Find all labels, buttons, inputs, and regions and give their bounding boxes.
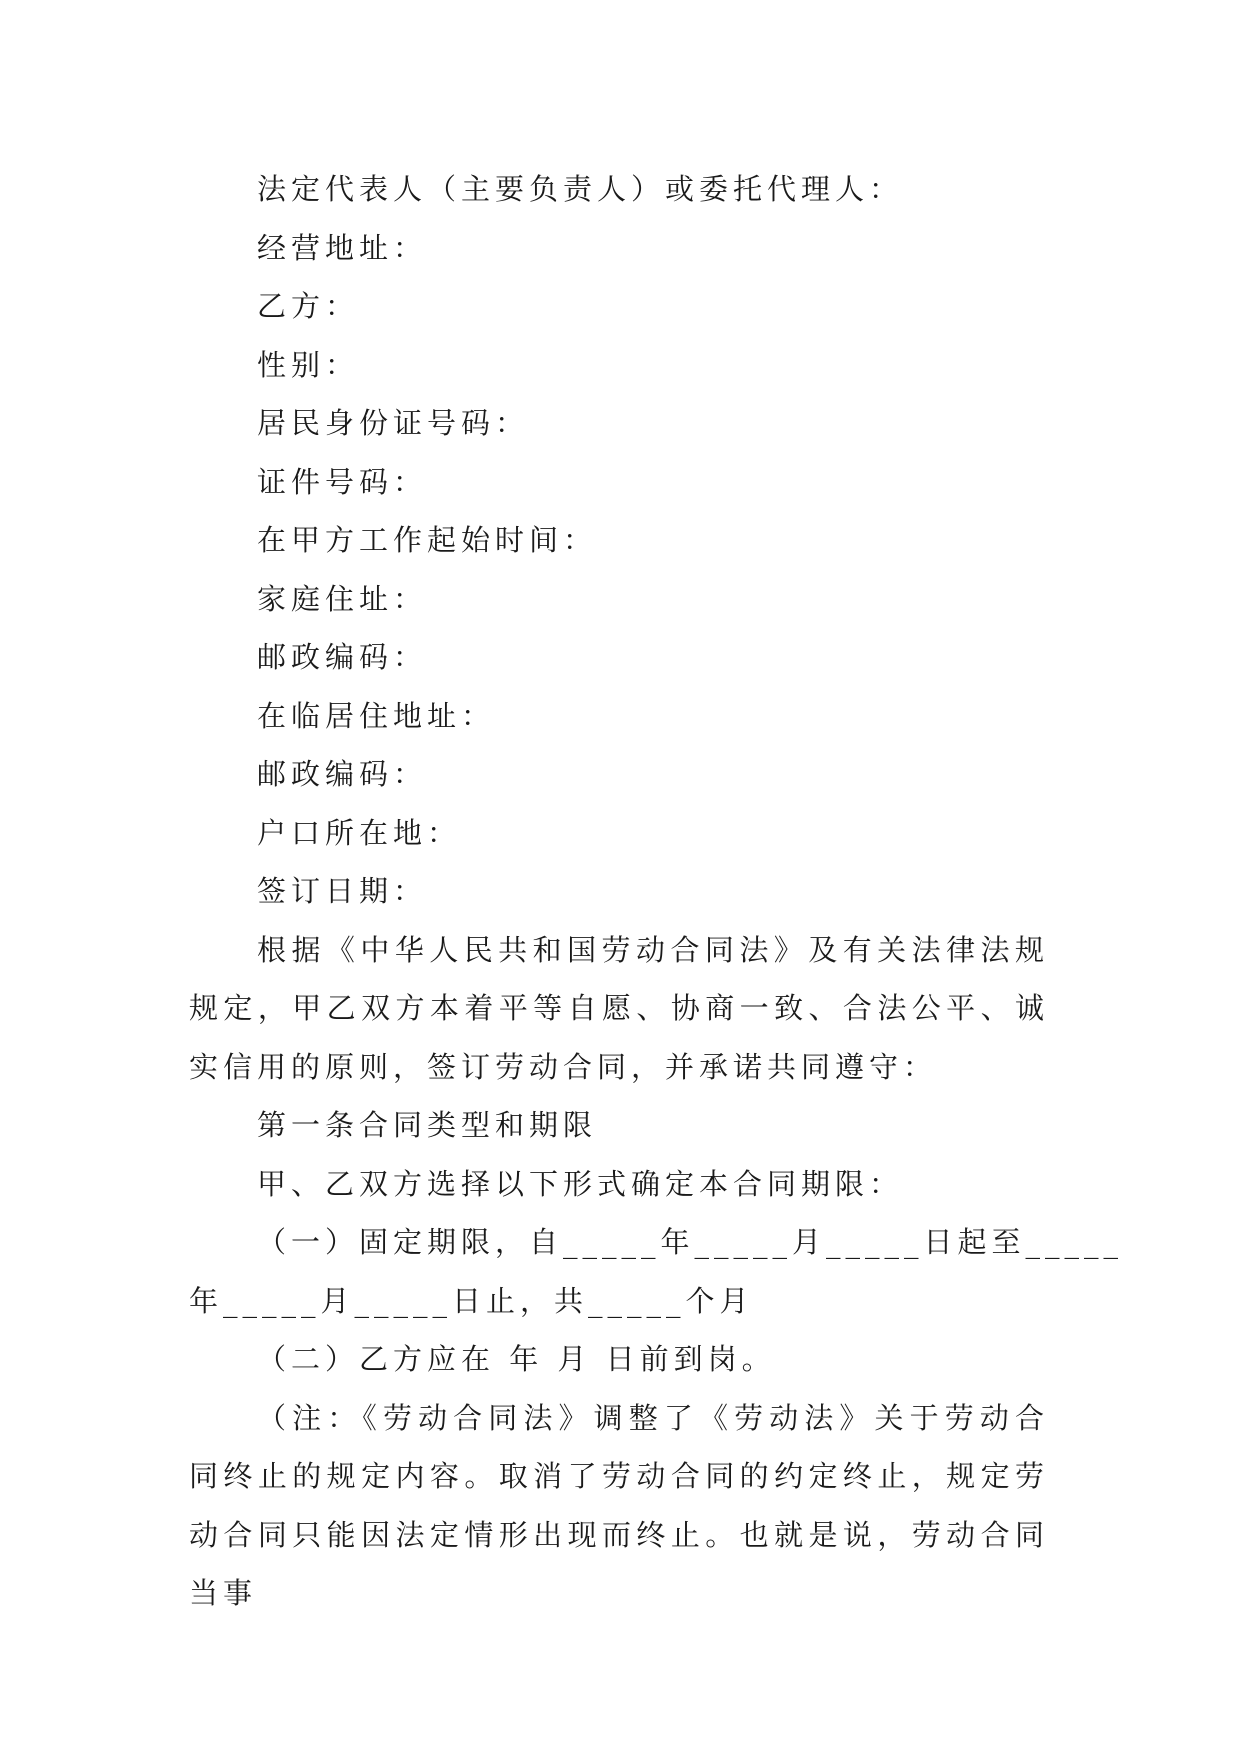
article-1-title: 第一条合同类型和期限 — [257, 1108, 598, 1142]
field-signing-date: 签订日期： — [257, 874, 428, 908]
fixed-term-line: （一）固定期限，自_____年_____月_____日起至_____ — [257, 1225, 1124, 1259]
field-postal-code-2: 邮政编码： — [257, 757, 428, 791]
article-1-intro: 甲、乙双方选择以下形式确定本合同期限： — [257, 1166, 904, 1201]
field-postal-code: 邮政编码： — [257, 640, 428, 674]
fixed-term-line-continued: 年_____月_____日止，共_____个月 — [189, 1283, 754, 1318]
field-legal-representative: 法定代表人（主要负责人）或委托代理人： — [257, 172, 904, 206]
field-certificate-number: 证件号码： — [257, 464, 428, 499]
report-to-work-line: （二）乙方应在 年 月 日前到岗。 — [257, 1342, 776, 1376]
field-temporary-address: 在临居住地址： — [257, 698, 496, 733]
document-body — [189, 160, 1124, 1623]
field-gender: 性别： — [257, 347, 360, 382]
field-resident-id-number: 居民身份证号码： — [257, 406, 530, 440]
note-paragraph: （注：《劳动合同法》调整了《劳动法》关于劳动合同终止的规定内容。取消了劳动合同的约定终止，规定劳动合同只能因法定情形出现而终止。也就是说，劳动合同当事 — [189, 1400, 1049, 1610]
field-home-address: 家庭住址： — [257, 581, 428, 616]
intro-paragraph: 根据《中华人民共和国劳动合同法》及有关法律法规规定，甲乙双方本着平等自愿、协商一致、合法公平、诚实信用的原则，签订劳动合同，并承诺共同遵守： — [189, 932, 1049, 1084]
field-household-registration: 户口所在地： — [257, 815, 462, 850]
field-start-date: 在甲方工作起始时间： — [257, 523, 598, 557]
field-party-b: 乙方： — [257, 289, 360, 323]
field-business-address: 经营地址： — [257, 230, 428, 265]
